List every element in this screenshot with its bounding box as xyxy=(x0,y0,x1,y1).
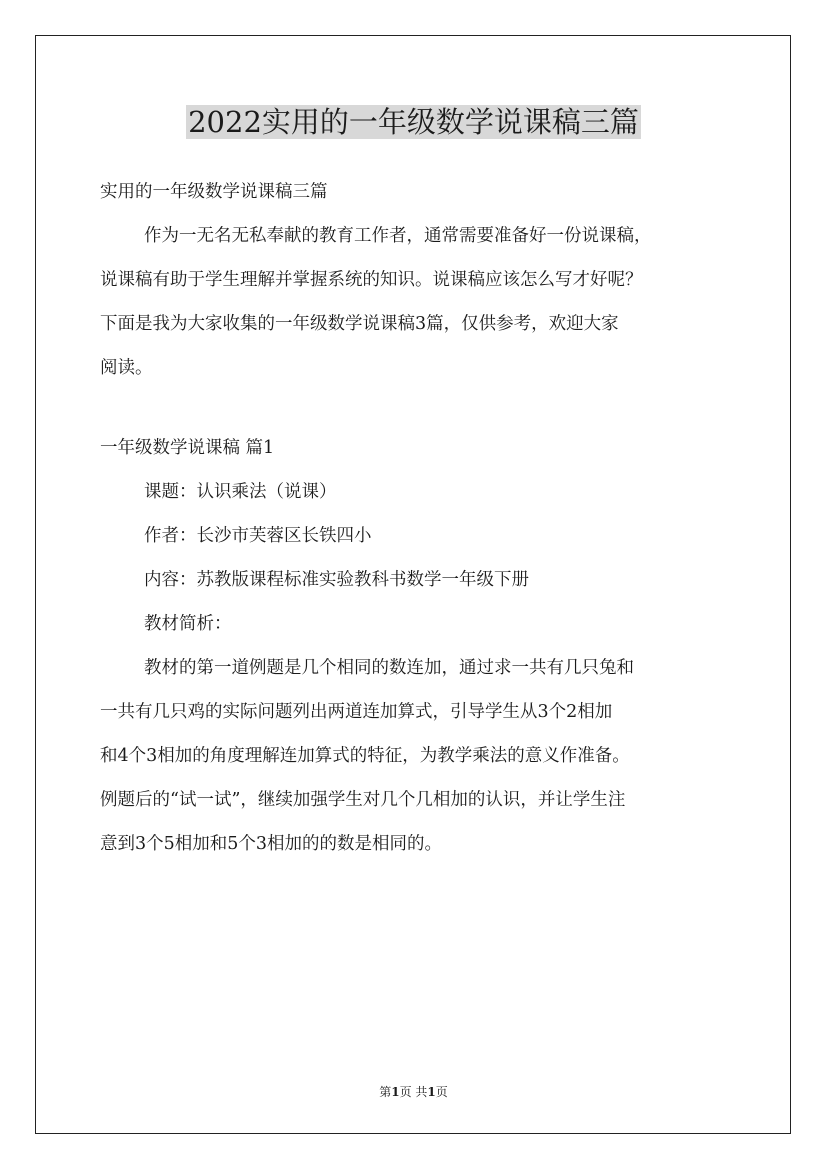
footer-page-mid: 页 共 xyxy=(399,1085,428,1099)
spacer xyxy=(100,390,740,426)
document-body xyxy=(100,170,740,866)
intro-line-4: 阅读。 xyxy=(100,358,153,378)
footer-page-prefix: 第 xyxy=(379,1085,392,1099)
page-footer xyxy=(0,1083,827,1101)
title-text: 2022实用的一年级数学说课稿三篇 xyxy=(188,105,639,139)
body-line-4: 例题后的“试一试”，继续加强学生对几个几相加的认识，并让学生注 xyxy=(100,790,626,810)
intro-line-2: 说课稿有助于学生理解并掌握系统的知识。说课稿应该怎么写才好呢？ xyxy=(100,270,643,290)
field-author: 作者：长沙市芙蓉区长铁四小 xyxy=(144,526,372,546)
section-heading: 一年级数学说课稿 篇1 xyxy=(100,438,275,458)
intro-line-1: 作为一无名无私奉献的教育工作者，通常需要准备好一份说课稿， xyxy=(144,226,652,246)
body-line-1: 教材的第一道例题是几个相同的数连加，通过求一共有几只兔和 xyxy=(144,658,634,678)
footer-page-current: 1 xyxy=(391,1085,400,1099)
field-analysis: 教材简析： xyxy=(144,614,232,634)
body-line-2: 一共有几只鸡的实际问题列出两道连加算式，引导学生从3个2相加 xyxy=(100,702,613,722)
document-title xyxy=(0,100,827,144)
body-line-3: 和4个3相加的角度理解连加算式的特征，为教学乘法的意义作准备。 xyxy=(100,746,630,766)
footer-page-total: 1 xyxy=(427,1085,436,1099)
field-topic: 课题：认识乘法（说课） xyxy=(144,482,337,502)
footer-page-suffix: 页 xyxy=(435,1085,448,1099)
subtitle: 实用的一年级数学说课稿三篇 xyxy=(100,182,328,202)
field-content: 内容：苏教版课程标准实验教科书数学一年级下册 xyxy=(144,570,529,590)
body-line-5: 意到3个5相加和5个3相加的的数是相同的。 xyxy=(100,834,443,854)
intro-line-3: 下面是我为大家收集的一年级数学说课稿3篇，仅供参考，欢迎大家 xyxy=(100,314,619,334)
